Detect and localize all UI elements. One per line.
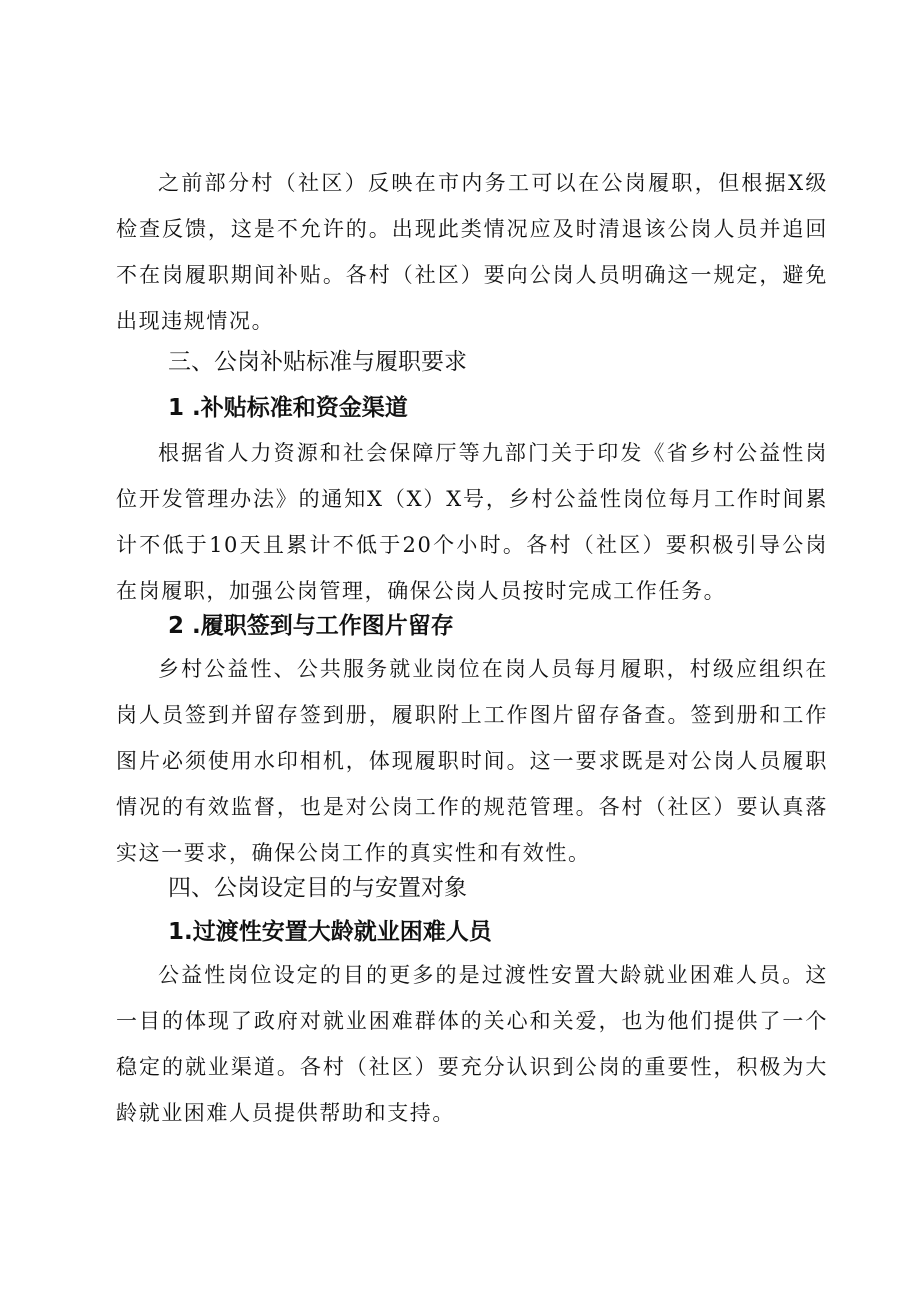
subheading-transitional-placement: 1.过渡性安置大龄就业困难人员 [168,919,492,945]
paragraph-transitional-placement: 公益性岗位设定的目的更多的是过渡性安置大龄就业困难人员。这一目的体现了政府对就业困难群体的关心和关爱，也为他们提供了一个稳定的就业渠道。各村（社区）要充分认识到公岗的重要性，积极为大龄就业困难人员提供帮助和支持。 [116,963,828,1125]
paragraph-outside-work-rule: 之前部分村（社区）反映在市内务工可以在公岗履职，但根据X级检查反馈，这是不允许的。出现此类情况应及时清退该公岗人员并追回不在岗履职期间补贴。各村（社区）要向公岗人员明确这一规定，避免出现违规情况。 [116,171,828,333]
section-heading-post-purpose: 四、公岗设定目的与安置对象 [168,875,467,901]
section-heading-subsidy-standards: 三、公岗补贴标准与履职要求 [168,349,467,375]
subheading-checkin-photos: 2 .履职签到与工作图片留存 [168,613,454,639]
subheading-subsidy-funding: 1 .补贴标准和资金渠道 [168,395,408,421]
paragraph-subsidy-funding: 根据省人力资源和社会保障厅等九部门关于印发《省乡村公益性岗位开发管理办法》的通知X（X）X号，乡村公益性岗位每月工作时间累计不低于10天且累计不低于20个小时。各村（社区）要积极引导公岗在岗履职，加强公岗管理，确保公岗人员按时完成工作任务。 [116,441,828,603]
paragraph-checkin-photos: 乡村公益性、公共服务就业岗位在岗人员每月履职，村级应组织在岗人员签到并留存签到册，履职附上工作图片留存备查。签到册和工作图片必须使用水印相机，体现履职时间。这一要求既是对公岗人员履职情况的有效监督，也是对公岗工作的规范管理。各村（社区）要认真落实这一要求，确保公岗工作的真实性和有效性。 [116,657,828,865]
